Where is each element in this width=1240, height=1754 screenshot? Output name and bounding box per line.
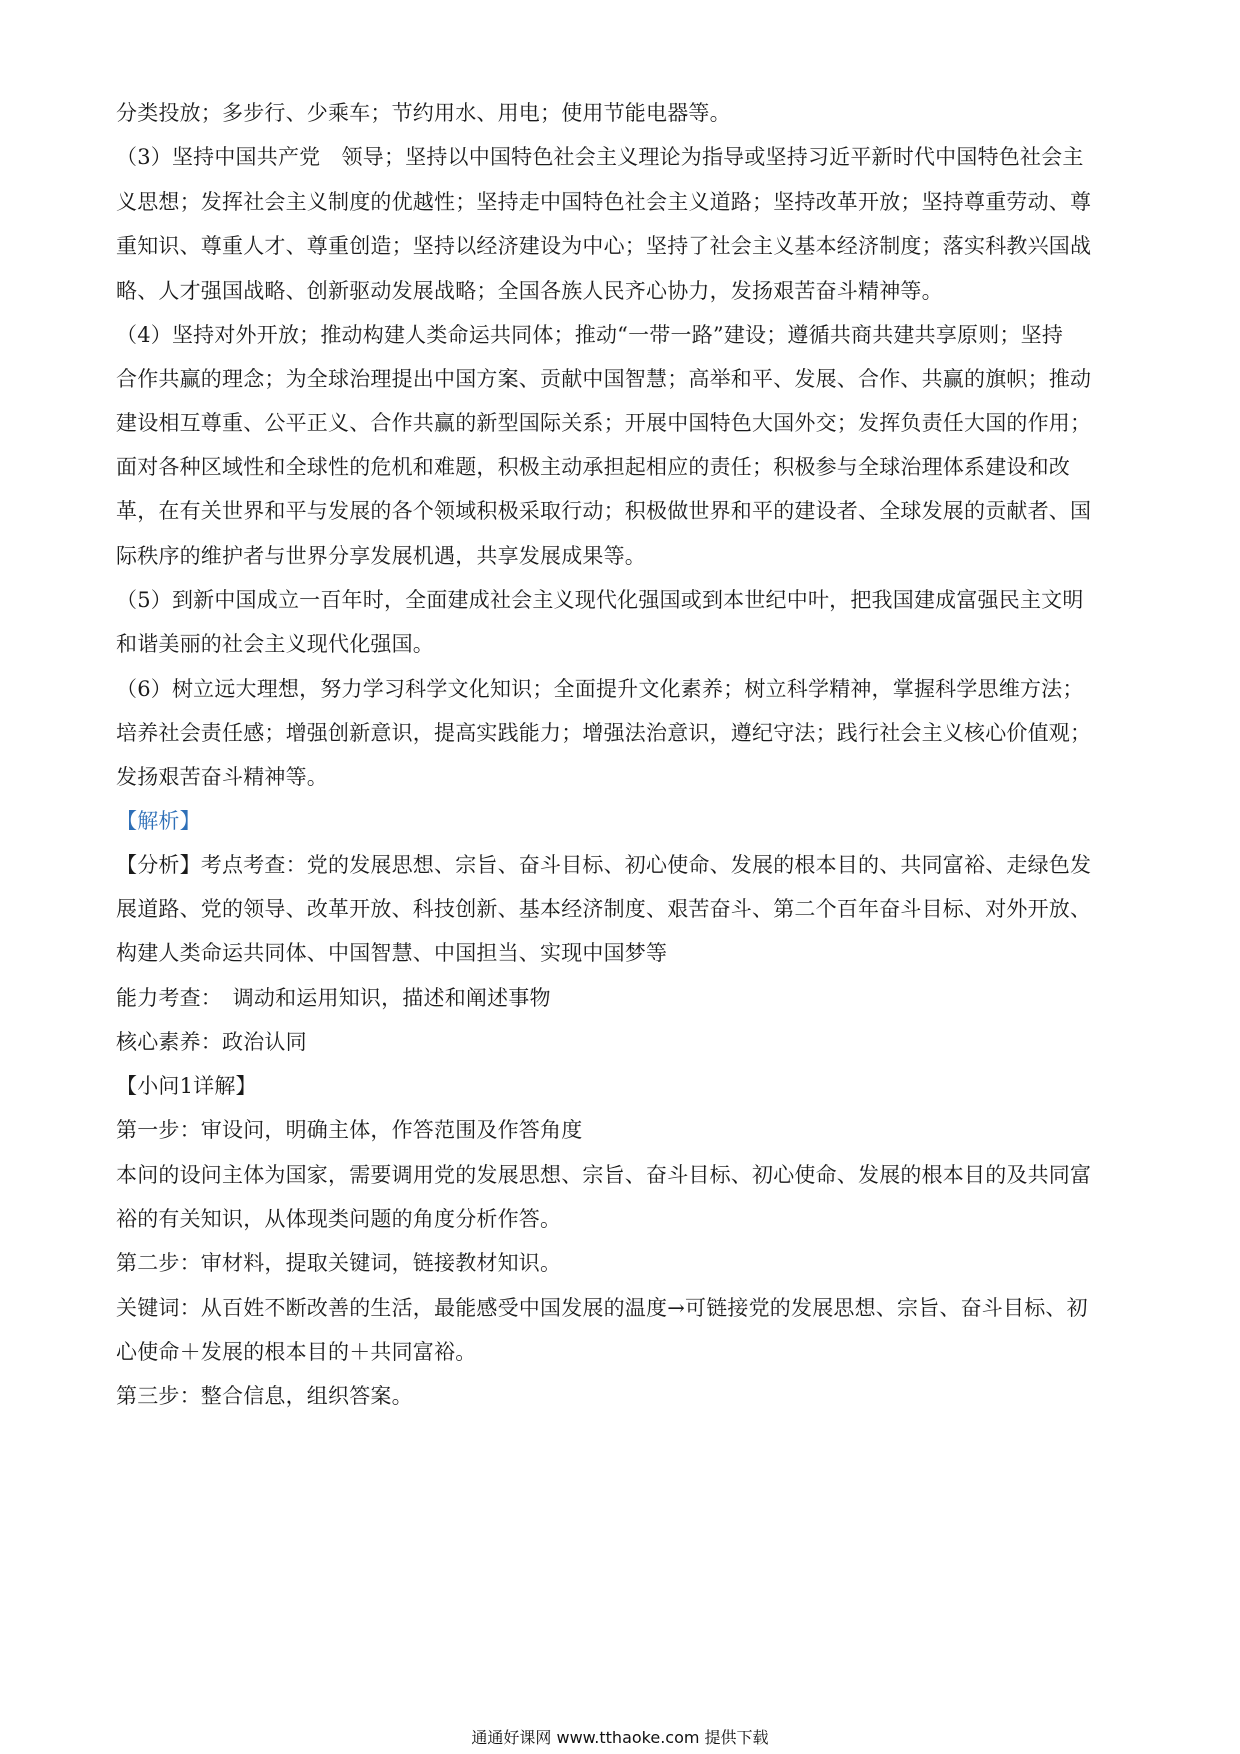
text-line: （3）坚持中国共产党 领导；坚持以中国特色社会主义理论为指导或坚持习近平新时代中国特色社会主 — [116, 145, 1084, 169]
text-line: （4）坚持对外开放；推动构建人类命运共同体；推动“一带一路”建设；遵循共商共建共享原则；坚持 — [116, 323, 1064, 347]
text-line: 【分析】考点考查：党的发展思想、宗旨、奋斗目标、初心使命、发展的根本目的、共同富裕、走绿色发 — [116, 853, 1092, 877]
text-line: 能力考查： 调动和运用知识，描述和阐述事物 — [116, 986, 551, 1010]
text-line: 面对各种区域性和全球性的危机和难题，积极主动承担起相应的责任；积极参与全球治理体系建设和改 — [116, 455, 1070, 479]
text-line: 略、人才强国战略、创新驱动发展战略；全国各族人民齐心协力，发扬艰苦奋斗精神等。 — [116, 279, 943, 303]
section-heading-analysis: 【解析】 — [116, 809, 201, 833]
text-line: 核心素养：政治认同 — [116, 1030, 307, 1054]
page-footer: 通通好课网 www.tthaoke.com 提供下载 — [471, 1728, 769, 1747]
text-line: 革，在有关世界和平与发展的各个领域积极采取行动；积极做世界和平的建设者、全球发展的贡献者、国 — [116, 499, 1092, 523]
text-line: 第一步：审设问，明确主体，作答范围及作答角度 — [116, 1118, 583, 1142]
text-line: （5）到新中国成立一百年时，全面建成社会主义现代化强国或到本世纪中叶，把我国建成富强民主文明 — [116, 588, 1084, 612]
text-line: 心使命＋发展的根本目的＋共同富裕。 — [116, 1340, 477, 1364]
text-line: 第二步：审材料，提取关键词，链接教材知识。 — [116, 1251, 562, 1275]
text-line: 本问的设问主体为国家，需要调用党的发展思想、宗旨、奋斗目标、初心使命、发展的根本目的及共同富 — [116, 1163, 1092, 1187]
text-line: 展道路、党的领导、改革开放、科技创新、基本经济制度、艰苦奋斗、第二个百年奋斗目标、对外开放、 — [116, 897, 1092, 921]
text-line: 培养社会责任感；增强创新意识，提高实践能力；增强法治意识，遵纪守法；践行社会主义核心价值观； — [116, 721, 1092, 745]
text-line: 际秩序的维护者与世界分享发展机遇，共享发展成果等。 — [116, 544, 646, 568]
text-line: 建设相互尊重、公平正义、合作共赢的新型国际关系；开展中国特色大国外交；发挥负责任大国的作用； — [116, 411, 1092, 435]
text-line: 构建人类命运共同体、中国智慧、中国担当、实现中国梦等 — [116, 941, 668, 965]
text-line: （6）树立远大理想，努力学习科学文化知识；全面提升文化素养；树立科学精神，掌握科学思维方法； — [116, 677, 1084, 701]
text-line: 和谐美丽的社会主义现代化强国。 — [116, 632, 434, 656]
text-line: 第三步：整合信息，组织答案。 — [116, 1384, 413, 1408]
text-line: 发扬艰苦奋斗精神等。 — [116, 765, 328, 789]
text-line: 合作共赢的理念；为全球治理提出中国方案、贡献中国智慧；高举和平、发展、合作、共赢的旗帜；推动 — [116, 367, 1092, 391]
subsection-heading: 【小问1详解】 — [116, 1074, 257, 1098]
text-line: 关键词：从百姓不断改善的生活，最能感受中国发展的温度→可链接党的发展思想、宗旨、奋斗目标、初 — [116, 1296, 1088, 1320]
text-line: 重知识、尊重人才、尊重创造；坚持以经济建设为中心；坚持了社会主义基本经济制度；落实科教兴国战 — [116, 234, 1092, 258]
text-line: 分类投放；多步行、少乘车；节约用水、用电；使用节能电器等。 — [116, 101, 731, 125]
text-line: 裕的有关知识，从体现类问题的角度分析作答。 — [116, 1207, 562, 1231]
text-line: 义思想；发挥社会主义制度的优越性；坚持走中国特色社会主义道路；坚持改革开放；坚持尊重劳动、尊 — [116, 190, 1092, 214]
